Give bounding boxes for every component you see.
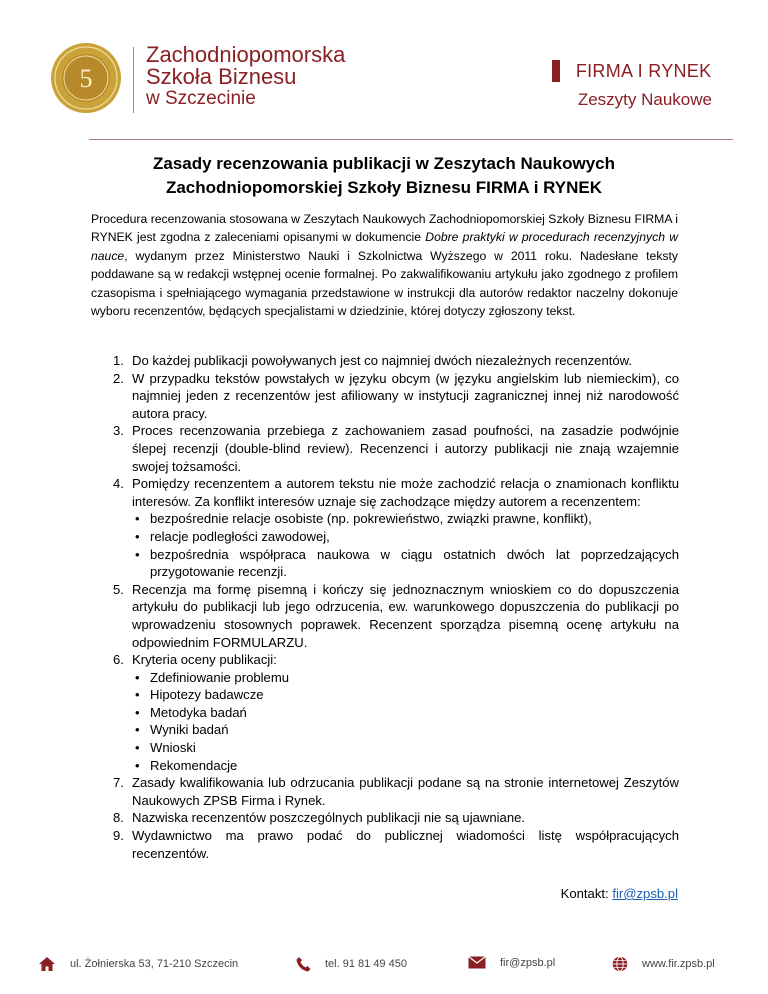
school-name [146,44,345,110]
rule-item [91,774,679,809]
rule-number: 6. [113,652,124,668]
school-seal-logo [50,42,122,114]
page-title-line2: Zachodniopomorskiej Szkoły Biznesu FIRMA i RYNEK [165,178,603,197]
rule-text: Recenzja ma formę pisemną i kończy się jednoznacznym wnioskiem co do dopuszczenia artykułu do publikacji lub jego odrzucenia, ew. warunkowego dopuszczenia do publikacji po wprowadzeniu stosownych poprawek. Recenzent sporządza pisemną ocenę artykułu na odpowiednim FORMULARZU. [132,581,679,650]
page-footer [0,956,768,984]
bullet-icon: • [135,687,140,703]
evaluation-criteria-list [132,669,679,775]
rule-text: Kryteria oceny publikacji: [132,652,277,668]
journal-title: FIRMA I RYNEK [575,60,712,81]
footer-website-text[interactable]: www.fir.zpsb.pl [642,958,715,970]
envelope-icon [468,956,486,969]
page-header [0,0,768,140]
rule-text: Pomiędzy recenzentem a autorem tekstu nie może zachodzić relacja o znamionach konfliktu interesów. Za konflikt interesów uznaje się zachodzące między autorem a recenzentem: [132,476,679,509]
rule-item [91,422,679,475]
rule-item [91,370,679,423]
bullet-item [132,510,679,528]
conflict-of-interest-list [132,510,679,580]
bullet-item [132,546,679,581]
rule-number: 3. [113,423,124,439]
rule-number: 4. [113,476,124,492]
bullet-icon: • [135,740,140,756]
bullet-text: bezpośrednie relacje osobiste (np. pokrewieństwo, związki prawne, konflikt), [150,511,592,527]
rule-text: Do każdej publikacji powoływanych jest co najmniej dwóch niezależnych recenzentów. [132,353,633,368]
contact-email-link[interactable]: fir@zpsb.pl [612,886,678,901]
rules-list [91,352,679,862]
bullet-icon: • [135,704,140,720]
rule-number: 5. [113,581,124,597]
intro-part1: Procedura recenzowania stosowana w Zeszytach Naukowych Zachodniopomorskiej Szkoły Biznesu FIRMA i RYNEK jest zgodna z zaleceniami opisanymi w dokumencie [91,212,678,245]
svg-text:5: 5 [79,64,93,93]
contact-label: Kontakt: [560,886,613,901]
journal-subtitle: Zeszyty Naukowe [577,90,712,109]
footer-phone-text: tel. 91 81 49 450 [325,958,407,970]
footer-email [468,956,555,969]
rule-text: Proces recenzowania przebiega z zachowaniem zasad poufności, na zasadzie podwójnie ślepej recenzji (double-blind review). Recenzenci i autorzy publikacji nie znają wzajemnie swojej tożsamości. [132,423,679,474]
bullet-item [132,739,679,757]
rule-text: W przypadku tekstów powstałych w języku obcym (w języku angielskim lub niemieckim), co najmniej jeden z recenzentów jest afiliowany w instytucji zagranicznej innej niż narodowość autora pracy. [132,370,679,421]
globe-icon [612,956,628,972]
rule-text: Wydawnictwo ma prawo podać do publicznej wiadomości listę współpracujących recenzentów. [132,828,679,861]
page-title-line1: Zasady recenzowania publikacji w Zeszytach Naukowych [153,154,615,173]
bullet-icon: • [135,757,140,773]
bullet-text: Zdefiniowanie problemu [150,669,290,685]
rule-item [91,352,679,370]
intro-paragraph [91,210,678,320]
bullet-text: Rekomendacje [150,757,238,773]
rule-item [91,827,679,862]
school-name-line1: Zachodniopomorska [146,42,346,67]
bullet-item [132,528,679,546]
header-rule [89,139,733,140]
footer-phone [296,956,407,972]
rule-number: 1. [113,353,124,368]
bullet-icon: • [135,546,140,562]
rule-number: 2. [113,370,124,386]
bullet-text: Metodyka badań [150,704,247,720]
rule-number: 9. [113,828,124,844]
rule-number: 8. [113,810,124,826]
school-name-line2: Szkoła Biznesu [146,64,297,89]
footer-address-text: ul. Żołnierska 53, 71-210 Szczecin [70,958,239,970]
bullet-item [132,669,679,687]
page-title [60,152,708,200]
bullet-item [132,704,679,722]
bullet-text: Wyniki badań [150,722,229,738]
rule-item [91,651,679,774]
bullet-icon: • [135,669,140,685]
bullet-text: bezpośrednia współpraca naukowa w ciągu ostatnich dwóch lat poprzedzających przygotowanie recenzji. [150,546,679,580]
bullet-text: relacje podległości zawodowej, [150,528,330,544]
header-divider [133,47,134,113]
contact-line [561,886,678,901]
rule-number: 7. [113,775,124,791]
journal-mark [552,60,560,82]
school-name-line3: w Szczecinie [146,88,256,109]
footer-website [612,956,715,972]
intro-document-title: Dobre praktyki w procedurach recenzyjnych w nauce [91,230,678,263]
bullet-text: Hipotezy badawcze [150,687,264,703]
bullet-icon: • [135,528,140,544]
rule-text: Nazwiska recenzentów poszczególnych publikacji nie są ujawniane. [132,810,526,826]
home-icon [38,956,56,972]
rule-item [91,581,679,651]
footer-address [38,956,238,972]
bullet-item [132,686,679,704]
bullet-icon: • [135,511,140,527]
phone-icon [296,956,311,972]
bullet-icon: • [135,722,140,738]
bullet-item [132,721,679,739]
bullet-text: Wnioski [150,740,196,756]
rule-text: Zasady kwalifikowania lub odrzucania publikacji podane są na stronie internetowej Zeszytów Naukowych ZPSB Firma i Rynek. [132,775,679,808]
bullet-item [132,757,679,775]
rule-item [91,809,679,827]
rule-item [91,475,679,581]
intro-part2: , wydanym przez Ministerstwo Nauki i Szkolnictwa Wyższego w 2011 roku. Nadesłane teksty poddawane są w redakcji wstępnej ocenie formalnej. Po zakwalifikowaniu artykułu jako zgodnego z profilem czasopisma i spełniającego wymagania przedstawione w instrukcji dla autorów redaktor naczelny dokonuje wyboru recenzentów, będących specjalistami w dziedzinie, której dotyczy zgłoszony tekst. [91,248,678,319]
journal-name [552,60,712,110]
footer-email-text[interactable]: fir@zpsb.pl [500,956,556,969]
